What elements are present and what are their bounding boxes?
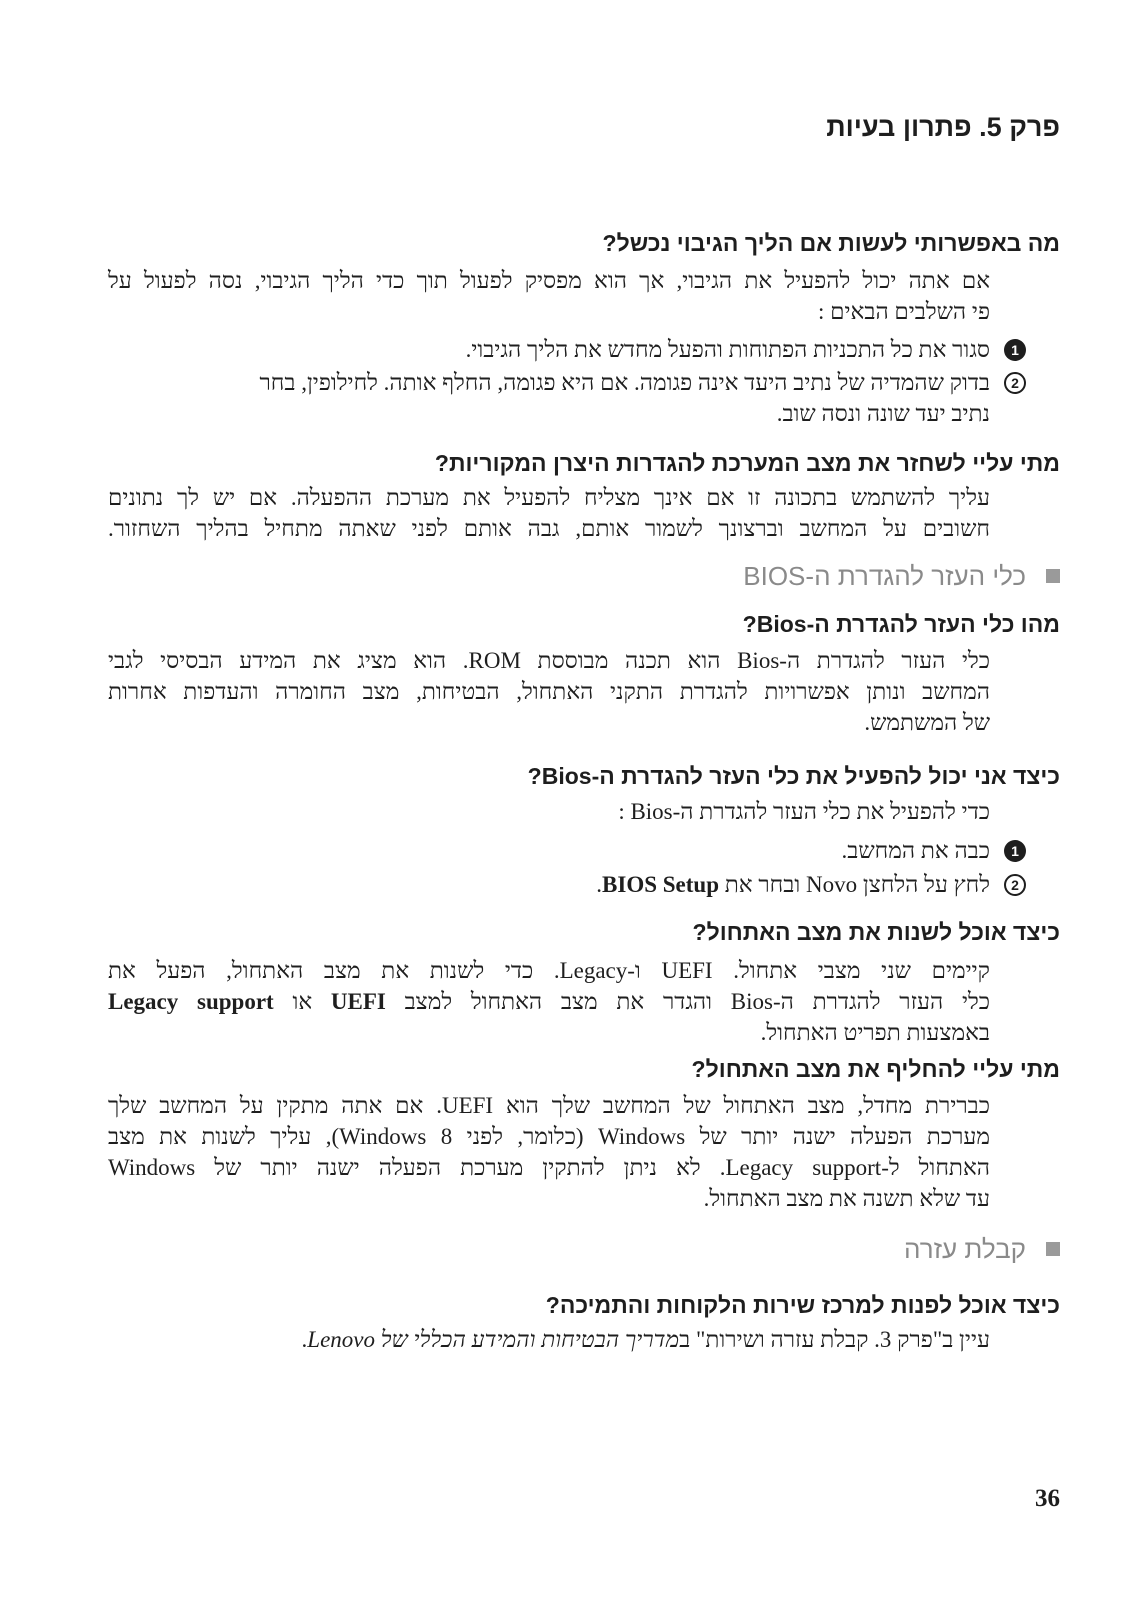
q1-heading: מה באפשרותי לעשות אם הליך הגיבוי נכשל? xyxy=(602,230,1060,256)
section-heading-bios: כלי העזר להגדרת ה-BIOS xyxy=(743,561,1060,592)
section-heading-help: קבלת עזרה xyxy=(904,1234,1060,1265)
q2-paragraph: עליך להשתמש בתכונה זו אם אינך מצליח להפעיל את מערכת ההפעלה. אם יש לך נתונים חשובים על המחשב וברצונך לשמור אותם, גבה אותם לפני שאתה מתחיל בהליך השחזור. xyxy=(108,485,990,541)
q4-step-2: 2 לחץ על הלחצן Novo ובחר את BIOS Setup. xyxy=(108,869,990,900)
page-number: 36 xyxy=(1035,1485,1060,1512)
step-number-2-icon: 2 xyxy=(1004,874,1026,896)
q1-line-1: אם אתה יכול להפעיל את הגיבוי, אך הוא מפסיק לפעול תוך כדי הליך הגיבוי, נסה לפעול על xyxy=(108,268,990,293)
document-page xyxy=(108,0,1060,1601)
q7-paragraph: עיין ב"פרק 3. קבלת עזרה ושירות" במדריך הבטיחות והמידע הכללי של Lenovo. xyxy=(301,1327,990,1352)
step-number-2-icon: 2 xyxy=(1004,372,1026,394)
q3-heading: מהו כלי העזר להגדרת ה-Bios? xyxy=(742,611,1060,637)
step-number-1-icon: 1 xyxy=(1004,840,1026,862)
q7-heading: כיצד אוכל לפנות למרכז שירות הלקוחות והתמיכה? xyxy=(545,1292,1060,1318)
q1-paragraph xyxy=(108,265,990,327)
q6-heading: מתי עליי להחליף את מצב האתחול? xyxy=(691,1056,1060,1082)
q5-heading: כיצד אוכל לשנות את מצב האתחול? xyxy=(692,919,1060,945)
q2-heading: מתי עליי לשחזר את מצב המערכת להגדרות היצרן המקוריות? xyxy=(434,450,1060,476)
q5-paragraph: קיימים שני מצבי אתחול. UEFI ו-Legacy. כדי לשנות את מצב האתחול, הפעל את כלי העזר להגדרת ה-Bios והגדר את מצב האתחול למצב UEFI או Legacy support באמצעות תפריט האתחול. xyxy=(108,958,991,1045)
q4-heading: כיצד אני יכול להפעיל את כלי העזר להגדרת ה-Bios? xyxy=(527,763,1060,789)
q6-paragraph: כברירת מחדל, מצב האתחול של המחשב שלך הוא UEFI. אם אתה מתקין על המחשב שלך מערכת הפעלה ישנה יותר של Windows (כלומר, לפני Windows 8), עליך לשנות את מצב האתחול ל-Legacy support. לא ניתן להתקין מערכת הפעלה ישנה יותר של Windows עד שלא תשנה את מצב האתחול. xyxy=(108,1093,991,1211)
square-bullet-icon xyxy=(1046,1242,1060,1256)
q1-step-2: 2 בדוק שהמדיה של נתיב היעד אינה פגומה. אם היא פגומה, החלף אותה. לחילופין, בחר נתיב יעד שונה ונסה שוב. xyxy=(108,367,990,429)
q3-paragraph: כלי העזר להגדרת ה-Bios הוא תכנה מבוססת ROM. הוא מציג את המידע הבסיסי לגבי המחשב ונותן אפשרויות להגדרת התקני האתחול, הבטיחות, מצב החומרה והעדפות אחרות של המשתמש. xyxy=(108,648,990,735)
square-bullet-icon xyxy=(1046,569,1060,583)
q4-paragraph: כדי להפעיל את כלי העזר להגדרת ה-Bios : xyxy=(618,799,990,824)
chapter-title: פרק 5. פתרון בעיות xyxy=(826,112,1060,142)
q1-step-1: 1 סגור את כל התכניות הפתוחות והפעל מחדש את הליך הגיבוי. xyxy=(108,334,990,365)
q1-line-2: פי השלבים הבאים : xyxy=(818,299,990,324)
step-number-1-icon: 1 xyxy=(1004,339,1026,361)
q4-step-1: 1 כבה את המחשב. xyxy=(108,835,990,866)
